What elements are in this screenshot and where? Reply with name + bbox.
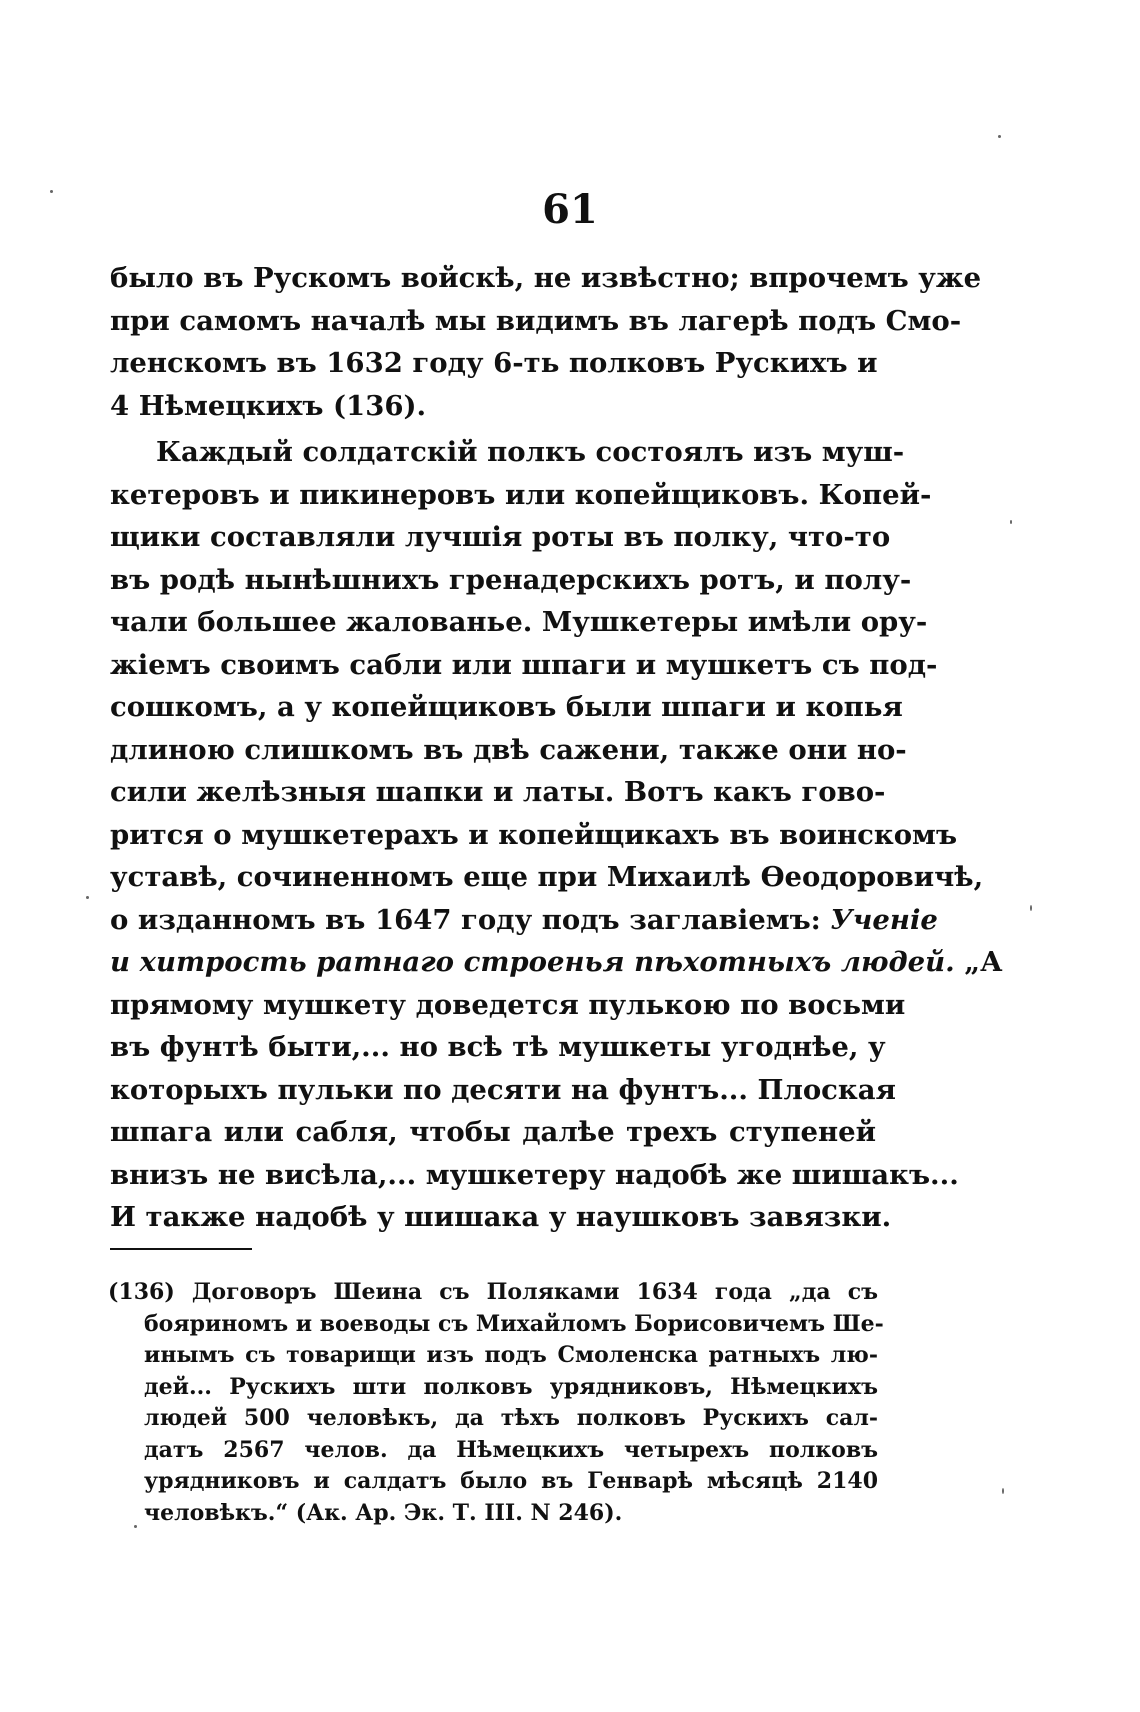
text-line xyxy=(110,474,932,517)
text-line-content: Каждый солдатскій полкъ состоялъ изъ муш- xyxy=(156,436,905,468)
scan-speck xyxy=(86,896,89,899)
text-line-content: 4 Нѣмецкихъ (136). xyxy=(110,389,427,422)
text-line xyxy=(110,601,928,644)
footnote-line: (136) Договоръ Шеина съ Поляками 1634 года „да съ xyxy=(108,1279,878,1305)
footnote-line: человѣкъ.“ (Ак. Ар. Эк. Т. III. N 246). xyxy=(144,1499,623,1526)
text-line-content: прямому мушкету доведется пулькою по восьми xyxy=(110,988,906,1021)
text-line xyxy=(110,686,903,729)
footnote-line: бояриномъ и воеводы съ Михайломъ Борисовичемъ Ше- xyxy=(144,1310,884,1337)
text-line xyxy=(110,559,912,602)
italic-title-text: и хитрость ратнаго строенья пѣхотныхъ людей. xyxy=(110,946,955,978)
text-line-content: ленскомъ въ 1632 году 6-ть полковъ Рускихъ и xyxy=(110,347,878,379)
text-line-content: И также надобѣ у шишака у наушковъ завязки. xyxy=(110,1201,892,1233)
main-text xyxy=(110,257,1003,1239)
text-line-content: жіемъ своимъ сабли или шпаги и мушкетъ съ под- xyxy=(110,648,938,681)
page-number: 61 xyxy=(542,186,598,233)
text-line-content: было въ Рускомъ войскѣ, не извѣстно; впрочемъ уже xyxy=(110,262,982,294)
text-line-content: рится о мушкетерахъ и копейщикахъ въ воинскомъ xyxy=(110,818,958,851)
text-line xyxy=(110,385,876,428)
text-line-content: „А xyxy=(954,946,1003,978)
text-line xyxy=(110,814,958,857)
text-line xyxy=(110,300,962,343)
scan-speck xyxy=(1030,905,1032,911)
footnote-separator xyxy=(110,1248,252,1250)
scan-speck xyxy=(134,1525,137,1528)
text-line xyxy=(110,516,891,559)
text-line-content: при самомъ началѣ мы видимъ въ лагерѣ подъ Смо- xyxy=(110,304,962,337)
text-line xyxy=(110,984,906,1027)
text-line xyxy=(110,941,1003,984)
text-line-content: въ родѣ нынѣшнихъ гренадерскихъ ротъ, и полу- xyxy=(110,563,912,596)
text-line-content: кетеровъ и пикинеровъ или копейщиковъ. Копей- xyxy=(110,478,932,511)
scan-speck xyxy=(50,190,53,193)
text-line xyxy=(110,1069,896,1112)
scan-speck xyxy=(998,135,1001,138)
text-line-content: длиною слишкомъ въ двѣ сажени, также они но- xyxy=(110,733,907,766)
text-line xyxy=(110,644,938,687)
text-line-content: въ фунтѣ быти,... но всѣ тѣ мушкеты угоднѣе, у xyxy=(110,1031,886,1063)
text-line xyxy=(110,771,886,814)
text-line xyxy=(110,899,938,942)
scan-speck xyxy=(1010,520,1012,524)
text-line xyxy=(110,729,907,772)
text-line xyxy=(110,257,982,300)
footnote-line: датъ 2567 челов. да Нѣмецкихъ четырехъ полковъ xyxy=(144,1436,878,1463)
footnote-line: урядниковъ и салдатъ было въ Генварѣ мѣсяцѣ 2140 xyxy=(144,1468,878,1494)
footnote xyxy=(108,1277,884,1529)
italic-title-text: Ученіе xyxy=(830,903,938,936)
text-line-content: сили желѣзныя шапки и латы. Вотъ какъ гово- xyxy=(110,776,886,808)
scan-speck xyxy=(1002,1488,1004,1494)
footnote-line: дей... Рускихъ шти полковъ урядниковъ, Нѣмецкихъ xyxy=(144,1373,878,1400)
text-line-content: внизъ не висѣла,... мушкетеру надобѣ же шишакъ... xyxy=(110,1158,959,1191)
text-line xyxy=(110,342,876,385)
text-line-content: уставѣ, сочиненномъ еще при Михаилѣ Ѳеодоровичѣ, xyxy=(110,861,984,893)
text-line-content: шпага или сабля, чтобы далѣе трехъ ступеней xyxy=(110,1116,876,1148)
text-line xyxy=(110,1111,876,1154)
text-line-content: о изданномъ въ 1647 году подъ заглавіемъ: xyxy=(110,903,831,936)
text-line xyxy=(110,1154,959,1197)
text-line-content: чали большее жалованье. Мушкетеры имѣли ору- xyxy=(110,606,928,638)
text-line-content: сошкомъ, а у копейщиковъ были шпаги и копья xyxy=(110,691,903,723)
footnote-line: инымъ съ товарищи изъ подъ Смоленска ратныхъ лю- xyxy=(144,1342,878,1368)
text-line xyxy=(110,431,905,474)
text-line xyxy=(110,1026,886,1069)
text-line-content: которыхъ пульки по десяти на фунтъ... Плоская xyxy=(110,1073,896,1106)
footnote-line: людей 500 человѣкъ, да тѣхъ полковъ Рускихъ сал- xyxy=(144,1405,878,1431)
text-line xyxy=(110,856,984,899)
text-line xyxy=(110,1196,892,1239)
text-line-content: щики составляли лучшія роты въ полку, что-то xyxy=(110,521,891,553)
